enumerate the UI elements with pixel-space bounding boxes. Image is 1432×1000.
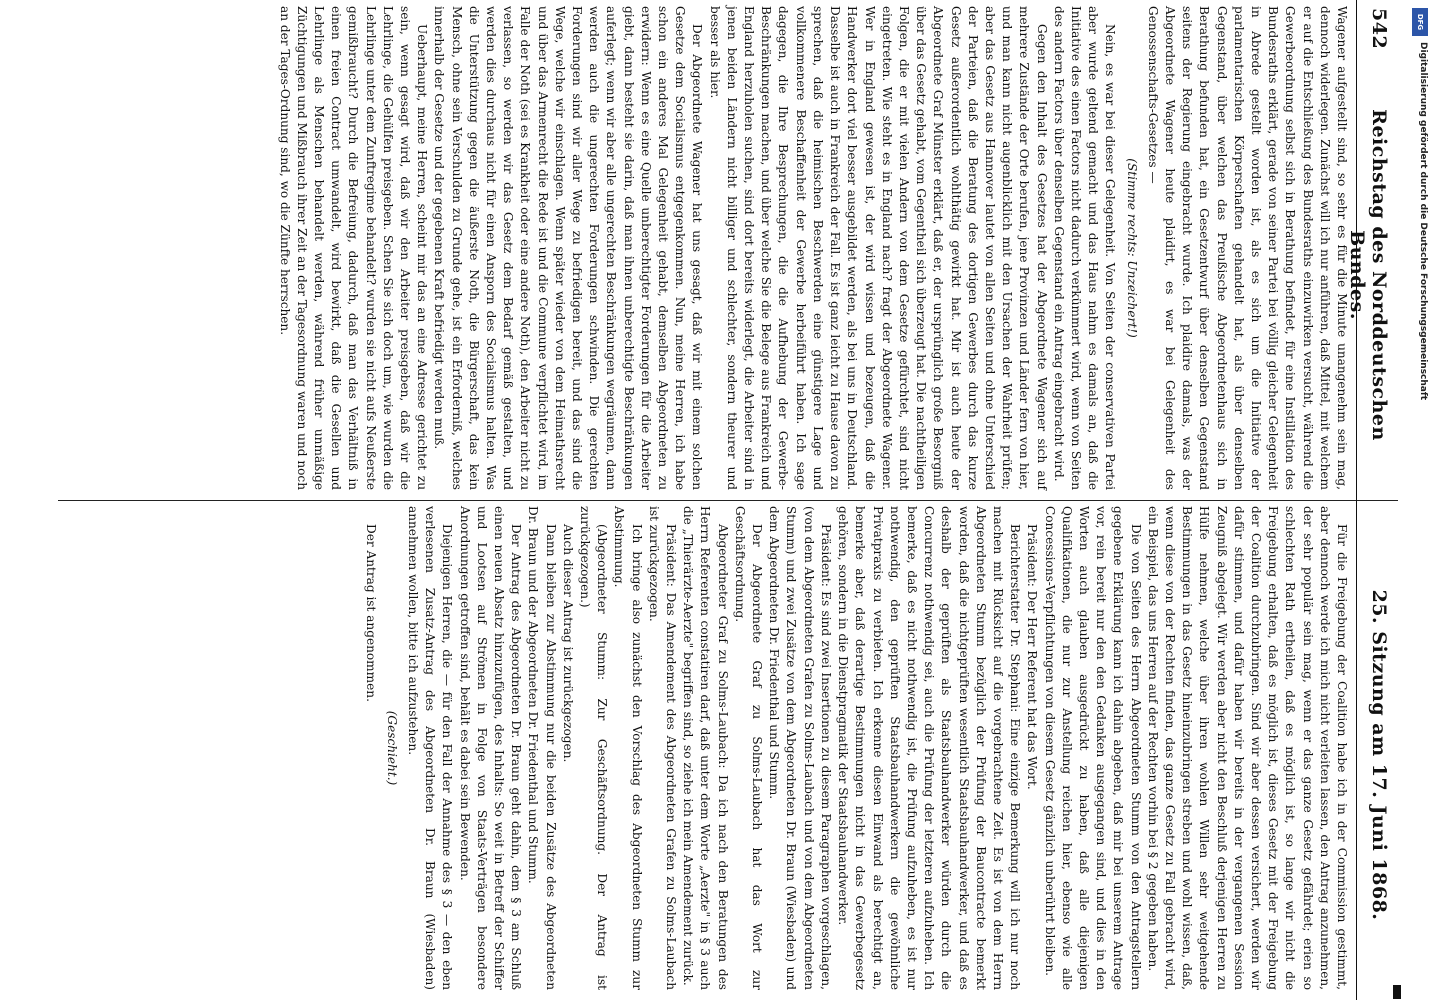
paragraph: Für die Freigebung der Coalition habe ich in der Commission gestimmt, aber dennoch werde ich mich nicht verleiten lassen, den Antrag anzunehmen, der sehr populär sein mag, wenn er das ganze Gesetz gefährdet; erien so schlechten Rath ertheilen, daß es möglich ist, so lange wir nicht die Freigebung erhalten, daß es möglich ist, dieses Gesetz mit der Freigebung der Coalition durchzubringen. Sind wir aber dessen versichert, werden wir dafür stimmen, und dafür haben wir bereits in der vergangenen Session Zeugniß abgelegt. Wir werden aber nicht den Beschluß derjenigen Herren zu Hülfe nehmen, welche über ihren wohlen Willen sehr weitgehende Bestimmungen in das Gesetz hineinzubringen streben und wohl wissen, daß, wenn diese von der Rechten finden, das ganze Gesetz zu Fall gebracht wird, ein Beispiel, das uns Herren auf der Rechten vorhin bei § 2 gegeben haben. — [1145, 506, 1349, 990]
paragraph: Der Antrag des Abgeordneten Dr. Braun geht dahin, dem § 3 am Schluß einen neuen Absatz hinzuzufügen, des Inhalts: So weit in Betreff der Schiffer und Lootsen auf Strömen in Folge von Staats-Verträgen besondere Anordnungen getroffen sind, behält es dabei sein Bewenden. — [457, 506, 524, 990]
paragraph: Dann bleiben zur Abstimmung nur die beiden Zusätze des Abgeordneten Dr. Braun und der Abgeordneten Dr. Friedenthal und Stumm. — [526, 506, 558, 990]
speaker-paragraph: Präsident: Das Amendement des Abgeordneten Grafen zu Solms-Laubach ist zurückgezogen. — [646, 506, 679, 990]
paragraph: Der Antrag ist angenommen. — [363, 524, 378, 702]
paragraph: Gegen den Inhalt des Gesetzes hat der Abgeordnete Wagener sich auf mehrere Zustände der Orte berufen, jene Provinzen und Länder fern von hier, und man kann nicht augenblicklich mit den Ursachen der Wahrheit prüfen; aber das Gesetz aus Hannover lautet von allen Seiten und ohne Unterschied der Parteien, daß die Beratung des dortigen Gewerbes durch das kurze Gesetz außerordentlich wohlthätig gewirkt hat. Mir ist auch heute der Abgeordnete Graf Münster erklärt, daß er, der ursprünglich große Besorgniß über das Gesetz gehabt, vom Gegentheil sich überzeugt hat. Die nachtheiligen Folgen, die er mit vielen Andern von dem Gesetze gefürchtet, sind nicht eingetreten. Wie steht es in England nach? fragt der Abgeordnete Wagener. Wer in England gewesen ist, der wird wissen und bezeugen, daß die Handwerker dort viel besser ausgebildet werden, als bei uns in Deutschland. Dasselbe ist auch in Frankreich der Fall. Es ist ganz leicht zu Hause davon zu sprechen, daß die heimischen Beschwerden eine günstigere Lage und vollkommenere Beschaffenheit der Gewerbe herbeiführt haben. Ich sage dagegen, die Ihre Besprechungen, die die Aufhebung der Gewerbe-Beschränkungen machen, und über welche Sie die Belege aus Frankreich und England herzuholen suchen, sind dort bereits widerlegt, die Arbeiter sind in jenen beiden Ländern nicht billiger und schlechter, sondern theurer und besser als hier. — [707, 6, 1049, 490]
paragraph: Der Abgeordnete Graf zu Solms-Laubach hat das Wort zur Geschäftsordnung. — [732, 506, 765, 990]
paragraph: Wagener aufgestellt sind, so sehr es für die Minute unangenehm sein mag, dennoch widerlegen. Zunächst will ich nur anführen, daß Mittel, mit welchem er auf die Entschließung des Bundesraths einzuwirken versucht, während die Gewerbeordnung selbst sich in Berathung befindet, für eine Instillation des Bundesraths erklärt, gerade von seiner Partei bei völlig gleicher Gelegenheit in Abrede gestellt worden ist, als es sich um die Initiative der parlamentarischen Körperschaften gehandelt hat, als über denselben Gegenstand, über welchen das Preußische Abgeordnetenhaus sich in Berathung befunden hat, ein Gesetzentwurf über denselben Gegenstand seitens der Regierung eingebracht wurde. Ich plaidire damals, was der Abgeordnete Wagener heute plaidirt, es war bei Gelegenheit des Genossenschafts-Gesetzes — — [1145, 6, 1349, 490]
left-page-body — [68, 6, 1350, 490]
left-running-title: Reichstag des Norddeutschen Bundes. — [1346, 109, 1390, 441]
interjection: (Geschieht.) — [384, 710, 399, 786]
right-page — [58, 500, 1398, 1000]
rotated-content — [58, 0, 1398, 1000]
right-running-title: 25. Sitzung am 17. Juni 1868. — [1368, 589, 1390, 921]
page-number: 542 — [1368, 8, 1390, 50]
speaker-paragraph: Abgeordneter Graf zu Solms-Laubach: Da ich nach den Beratungen des Herrn Referenten constatiren darf, daß unter dem Worte „Aerzte" in § 3 auch die „Thierärzte-Aerzte" begriffen sind, so ziehe ich mein Amendement zurück. — [681, 506, 730, 990]
paragraph: Der Abgeordnete Wagener hat uns gesagt, daß wir mit einem solchen Gesetze dem Socialismus entgegenkommen. Nun, meine Herren, ich habe schon ein anderes Mal Gelegenheit gehabt, demselben Abgeordneten zu erwidern: Wenn es eine Quelle unberechtigter Forderungen für die Arbeiter giebt, dann besteht sie darin, daß man ihnen unberechtigte Beschränkungen auferlegt; wenn wir aber alle ungerechten Beschränkungen wegräumen, dann werden auch die ungerechten Forderungen schwinden. Die gerechten Forderungen sind wir aller Wege zu befriedigen bereit, und das sind die Wege, welche wir einschlagen. Wenn später wieder von dem Heimathsrecht und über das Armenrecht die Rede ist und die Commune verpflichtet wird, im Falle der Noth (sei es Krankheit oder eine andere Noth), den Arbeiter nicht zu verlassen, so werden wir das Gesetz dem Bedarf gemäß gestalten, und werden dies durchaus nicht für einen Ansporn des Socialismus halten. Was die Unterstützung gegen die äußerste Noth, die Bürgerschaft, das kein Mensch, ohne sein Verschulden zu Grunde gehe, ist ein Erforderniß, welches innerhalb der Gesetze und der gegebenen Kraft befriedigt werden muß. — [432, 6, 705, 490]
scan-mark — [1393, 985, 1401, 999]
stamp-text: Digitalisierung gefördert durch die Deutsche Forschungsgemeinschaft — [1418, 42, 1428, 401]
speaker-paragraph: Präsident: Der Herr Referent hat das Wort. — [1025, 524, 1040, 790]
paragraph: Ueberhaupt, meine Herren, scheint mir das an eine Adresse gerichtet zu sein, wenn gesagt wird, daß wir den Arbeiter preisgeben, daß wir die Lehrlinge, die Gehülfen preisgeben. Schen Sie sich doch um, wie wurden die Lehrlinge unter dem Zunftregime behandelt? wurden sie nicht aufs Neußerste gemißbraucht? Durch die Befreiung, dadurch, daß man das Verhältniß in einen freien Contract umwandelt, wird bewirkt, daß die Gesellen und Lehrlinge als Menschen behandelt werden, während früher unmäßige Züchtigungen und Mißbrauch ihrer Zeit an der Tagesordnung waren und noch an der Tages-Ordnung sind, wo die Zünfte herrschen. — [277, 6, 430, 490]
speaker-paragraph: Berichterstatter Dr. Stephani: Eine einzige Bemerkung will ich nur noch machen mit Rücksicht auf die vorgebrachtene Zeit. Es ist von dem Herrn Abgeordneten Stumm bezüglich der Prüfung der Baucontracte bemerkt worden, daß die nichtgeprüften wesentlich Staatsbauhandwerker, und daß es deshalb der geprüften als Staatsbauhandwerker würden durch die Concurrenz nothwendig sei, auch die Prüfung der letzteren aufzuheben. Ich bemerke, daß es nicht nothwendig ist, die Prüfung aufzuheben, es ist nur nothwendig, den geprüften Staatsbauhandwerkern die gewöhnliche Privatpraxis zu verbieten. Ich erkenne diesen Einwand als berechtigt an, bemerke aber, daß derartige Bestimmungen nicht in das Gewerbegesetz gehören, sondern in die Dienstpragmatik der Staatsbauhandwerker. — [836, 506, 1023, 990]
right-running-head — [1356, 500, 1398, 1000]
left-running-head — [1346, 0, 1398, 500]
dfg-logo: DFG — [1412, 8, 1428, 36]
interjection: (Stimme rechts: Unzeichert!) — [1124, 158, 1139, 338]
paragraph: Ich bringe also zunächst den Vorschlag des Abgeordneten Stumm zur Abstimmung. — [612, 506, 644, 990]
paragraph: (Abgeordneter Stumm: Zur Geschäftsordnung. Der Antrag ist zurückgezogen.) — [578, 506, 610, 990]
left-page — [58, 0, 1398, 500]
paragraph: Diejenigen Herren, die — für den Fall der Annahme des § 3 — den eben verlesenen Zusatz-Antrag des Abgeordneten Dr. Braun (Wiesbaden) annehmen wollen, bitte ich aufzustehen. — [406, 506, 455, 990]
right-page-body — [68, 506, 1350, 990]
digitization-stamp — [1412, 8, 1428, 988]
paragraph: Auch dieser Antrag ist zurückgezogen. — [560, 524, 575, 763]
speaker-paragraph: Präsident: Es sind zwei Insertionen zu diesem Paragraphen vorgeschlagen, (von dem Abgeordneten Grafen zu Solms-Laubach und von dem Abgeordneten Stumm) und zwei Zusätze von dem Abgeordneten Dr. Braun (Wiesbaden) und dem Abgeordneten Dr. Friedenthal und Stumm. — [767, 506, 833, 990]
paragraph: Nein, es war bei dieser Gelegenheit. Von Seiten der conservativen Partei aber wurde geltend gemacht und das Haus nahm es damals an, daß die Initiative des einen Factors nicht dadurch verkümmert wird, wenn von Seiten des andern Factors über denselben Gegenstand ein Antrag eingebracht wird. — [1051, 6, 1118, 490]
paragraph: Die von Seiten des Herrn Abgeordneten Stumm von den Antragstellern gegebene Erklärung kann ich dahin abgeben, daß mir bei unserem Antrage vor, rein bereit nur den den Gedanken ausgegangen sind, und dies in den Worten auch glauben ausgedrückt zu haben, daß alle diejenigen Qualifikationen, die nur zur Anstellung reichen hier, ebenso wie alle Concessions-Verpflichtungen von diesem Gesetz gänzlich unberührt bleiben. — [1042, 506, 1143, 990]
